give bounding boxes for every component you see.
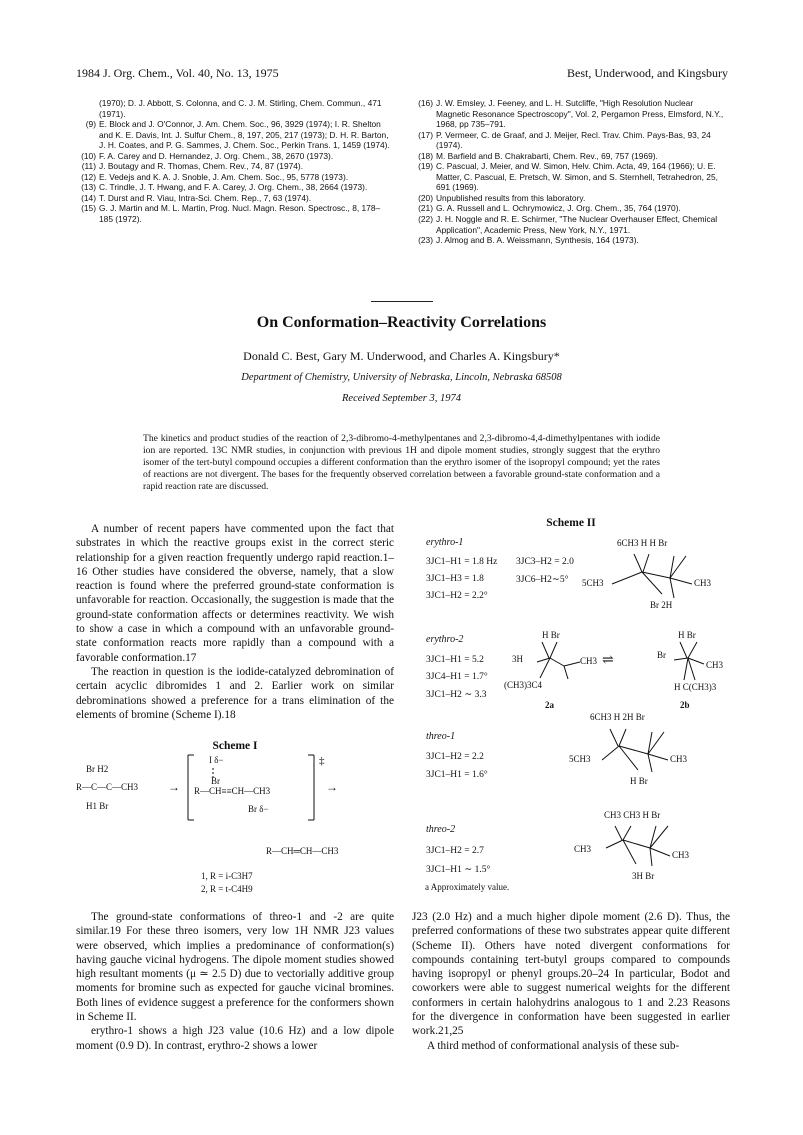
reaction-arrow: → <box>168 780 180 794</box>
coupling-value: 3JC1–H1 = 1.6° <box>426 770 488 780</box>
threo-2-top-groups: CH3 CH3 H Br <box>604 810 661 820</box>
erythro-2b-left-group: Br <box>657 650 666 660</box>
compound-1-label: 1, R = i-C3H7 <box>201 871 253 881</box>
paragraph: erythro-1 shows a high J23 value (10.6 Hz) and a low dipole moment (0.9 D). In contrast, erythro-2 shows a lower <box>76 1025 394 1052</box>
reference-item: (1970); D. J. Abbott, S. Colonna, and C. J. M. Stirling, Chem. Commun., 471 (1971). <box>99 98 382 119</box>
threo-2-right-group: CH3 <box>672 850 690 860</box>
coupling-value: 3JC3–H2 = 2.0 <box>516 557 574 567</box>
conformer-2a-label: 2a <box>545 700 554 710</box>
paragraph: A number of recent papers have commented upon the fact that substrates in which the reactive groups exist in the correct steric relationship for a given reaction frequently undergo rapid reaction.1–16 Other studies have considered the obverse, namely, that a slow reaction is found where the preferred ground-state conformation is unfavorable for reaction. Occasionally, the suggestion is made that the ground-state conformation affects or determines reactivity. We wish to show a case in which a compound with an unfavorable ground-state conformation reacts more rapidly than a compound with a favorable conformation.17 <box>76 523 394 664</box>
ts-iodide: I δ− <box>209 755 224 765</box>
scheme2-title: Scheme II <box>546 517 596 529</box>
paragraph: The reaction in question is the iodide-catalyzed debromination of certain acyclic dibromides 1 and 2. Earlier work on similar debrominations showed a preference for a trans elimination of the elements of bromine (Scheme I).18 <box>76 665 394 721</box>
article-authors: Donald C. Best, Gary M. Underwood, and Charles A. Kingsbury* <box>243 349 560 363</box>
reactant-top-groups: Br H2 <box>86 764 109 774</box>
erythro-2b-top-groups: H Br <box>678 630 696 640</box>
erythro-1-right-group: CH3 <box>694 578 712 588</box>
conformer-2b-label: 2b <box>680 700 690 710</box>
erythro-1-bottom-groups: Br 2H <box>650 600 673 610</box>
paragraph: The ground-state conformations of threo-1 and -2 are quite similar.19 For these threo isomers, very low 1H NMR J23 values were observed, which implies a predominance of conformation(s) having gauche vicinal hydrogens. The dipole moment studies showed high resultant moments (μ ≃ 2.5 D) due to vectorially additive group moments for bromine such as expected for gauche vicinal bromines. Both lines of evidence suggest a preference for the conformers shown in Scheme II. <box>76 911 394 1024</box>
received-date: Received September 3, 1974 <box>342 393 461 404</box>
reference-item: (15) G. J. Martin and M. L. Martin, Prog. Nucl. Magn. Reson. Spectrosc., 8, 178–185 (1972). <box>81 203 381 225</box>
threo-1-label: threo-1 <box>426 731 456 742</box>
reactant-bottom-groups: H1 Br <box>86 801 109 811</box>
body-left-bottom <box>76 910 394 1053</box>
reference-item: (11) J. Boutagy and R. Thomas, Chem. Rev., 74, 87 (1974). <box>81 161 304 172</box>
coupling-value: 3JC6–H2∼5° <box>516 575 569 585</box>
reference-item: (20) Unpublished results from this laboratory. <box>418 192 586 203</box>
article-title: On Conformation–Reactivity Correlations <box>256 314 547 331</box>
coupling-value: 3JC1–H3 = 1.8 <box>426 574 484 584</box>
coupling-value: 3JC1–H2 = 2.2 <box>426 752 484 762</box>
abstract: The kinetics and product studies of the reaction of 2,3-dibromo-4-methylpentanes and 2,3-dibromo-4,4-dimethylpentanes with iodide ion are reported. 13C NMR studies, in conjunction with previous 1H and dipole moment studies, strongly suggest that the erythro isomer of the tert-butyl compound occupies a different conformation than the erythro isomer of the isopropyl compound; yet the rates of reactions are not divergent. The bases for the frequently observed correlation between a favorable ground-state conformation and a rapid reaction rate are discussed. <box>143 433 660 492</box>
threo-1-bottom-groups: H Br <box>630 776 648 786</box>
ts-formula: R—CH≡≡CH—CH3 <box>194 786 271 796</box>
erythro-1-label: erythro-1 <box>426 537 464 548</box>
reference-item: (23) J. Almog and B. A. Weissmann, Synthesis, 164 (1973). <box>418 235 639 246</box>
paragraph: J23 (2.0 Hz) and a much higher dipole moment (2.6 D). Thus, the preferred conformations of these two substrates appear quite different (Scheme II). Others have noted divergent conformations for compounds containing tert-butyl groups compared to compounds having isopropyl or phenyl groups.20–24 In particular, Bodot and coworkers were able to suggest numerical weights for the different conformers in certain halohydrins analogous to 1 and 2.23 Reasons for the divergence in conformation have been suggested in earlier work.21,25 <box>412 911 730 1038</box>
coupling-value: 3JC1–H2 = 2.2° <box>426 591 488 601</box>
erythro-2a-top-groups: H Br <box>542 630 560 640</box>
erythro-2-label: erythro-2 <box>426 634 464 645</box>
reaction-arrow: → <box>326 780 338 794</box>
compound-2-label: 2, R = t-C4H9 <box>201 884 253 894</box>
coupling-value: 3JC1–H1 = 5.2 <box>426 655 484 665</box>
threo-1-right-group: CH3 <box>670 754 688 764</box>
body-right-bottom <box>412 910 730 1053</box>
erythro-2b-right-group: CH3 <box>706 660 724 670</box>
references-left <box>76 98 394 225</box>
reference-item: (17) P. Vermeer, C. de Graaf, and J. Meijer, Recl. Trav. Chim. Pays-Bas, 93, 24 (1974). <box>418 129 711 151</box>
reference-item: (21) G. A. Russell and L. Ochrymowicz, J. Org. Chem., 35, 764 (1970). <box>418 203 681 214</box>
coupling-value: 3JC4–H1 = 1.7° <box>426 672 488 682</box>
ts-br-top: Br <box>211 776 220 786</box>
ts-br-bottom: Br δ− <box>248 804 269 814</box>
running-header-right: Best, Underwood, and Kingsbury <box>567 66 728 80</box>
reference-item: (14) T. Durst and R. Viau, Intra-Sci. Chem. Rep., 7, 63 (1974). <box>81 192 312 203</box>
article-affiliation: Department of Chemistry, University of Nebraska, Lincoln, Nebraska 68508 <box>241 372 562 383</box>
erythro-2a-right-group: CH3 <box>580 656 598 666</box>
product-formula: R—CH═CH—CH3 <box>266 846 339 856</box>
scheme2-footnote: a Approximately value. <box>425 882 510 892</box>
reference-item: (10) F. A. Carey and D. Hernandez, J. Org. Chem., 38, 2670 (1973). <box>81 150 334 161</box>
threo-2-label: threo-2 <box>426 824 456 835</box>
scheme2 <box>412 534 730 884</box>
reference-item: (13) C. Trindle, J. T. Hwang, and F. A. Carey, J. Org. Chem., 38, 2664 (1973). <box>81 182 368 193</box>
reference-item: (18) M. Barfield and B. Chakrabarti, Chem. Rev., 69, 757 (1969). <box>418 150 658 161</box>
threo-1-top-groups: 6CH3 H 2H Br <box>590 712 645 722</box>
reference-item: (19) C. Pascual, J. Meier, and W. Simon, Helv. Chim. Acta, 49, 164 (1966); U. E. Matter, C. Pascual, E. Pretsch, W. Simon, and S. Sternhell, Tetrahedron, 25, 691 (1969). <box>418 161 718 193</box>
coupling-value: 3JC1–H1 = 1.8 Hz <box>426 557 498 567</box>
reference-item: (16) J. W. Emsley, J. Feeney, and L. H. Sutcliffe, "High Resolution Nuclear Magnetic Resonance Spectroscopy", Vol. 2, Pergamon Press, Elmsford, N.Y., 1968, pp 735–791. <box>418 98 724 130</box>
coupling-value: 3JC1–H1 ∼ 1.5° <box>426 865 491 875</box>
body-left-top <box>76 522 394 722</box>
section-divider <box>371 301 433 302</box>
coupling-value: 3JC1–H2 ∼ 3.3 <box>426 690 487 700</box>
erythro-1-left-group: 5CH3 <box>582 578 604 588</box>
threo-2-left-group: CH3 <box>574 844 592 854</box>
reference-item: (9) E. Block and J. O'Connor, J. Am. Chem. Soc., 96, 3929 (1974); I. R. Shelton and K. E. Davis, Int. J. Sulfur Chem., 8, 197, 205, 217 (1973); D. H. R. Barton, J. H. Coates, and P. G. Sammes, J. Chem. Soc., Perkin Trans. 1, 1459 (1974). <box>85 119 390 151</box>
reference-item: (22) J. H. Noggle and R. E. Schirmer, "The Nuclear Overhauser Effect, Chemical Application", Academic Press, New York, N.Y., 1971. <box>418 214 718 235</box>
reactant-formula: R—C—C—CH3 <box>76 782 139 792</box>
coupling-value: 3JC1–H2 = 2.7 <box>426 846 484 856</box>
erythro-2b-bottom-groups: H C(CH3)3 <box>674 682 717 692</box>
threo-2-structure <box>412 534 730 884</box>
scheme1 <box>76 755 394 898</box>
erythro-1-top-groups: 6CH3 H H Br <box>617 538 668 548</box>
erythro-2a-left-group: 3H <box>512 654 523 664</box>
paragraph: A third method of conformational analysis of these sub- <box>427 1039 680 1052</box>
references-right <box>413 98 729 246</box>
scheme1-title: Scheme I <box>212 740 258 752</box>
ts-double-dagger: ‡ <box>319 755 325 767</box>
reference-item: (12) E. Vedejs and K. A. J. Snoble, J. Am. Chem. Soc., 95, 5778 (1973). <box>81 171 349 182</box>
running-header-left: 1984 J. Org. Chem., Vol. 40, No. 13, 1975 <box>76 66 279 80</box>
erythro-2a-bottom-group: (CH3)3C4 <box>504 680 542 690</box>
threo-1-left-group: 5CH3 <box>569 754 591 764</box>
threo-2-bottom-groups: 3H Br <box>632 871 655 881</box>
equilibrium-arrow: ⇌ <box>602 653 614 668</box>
